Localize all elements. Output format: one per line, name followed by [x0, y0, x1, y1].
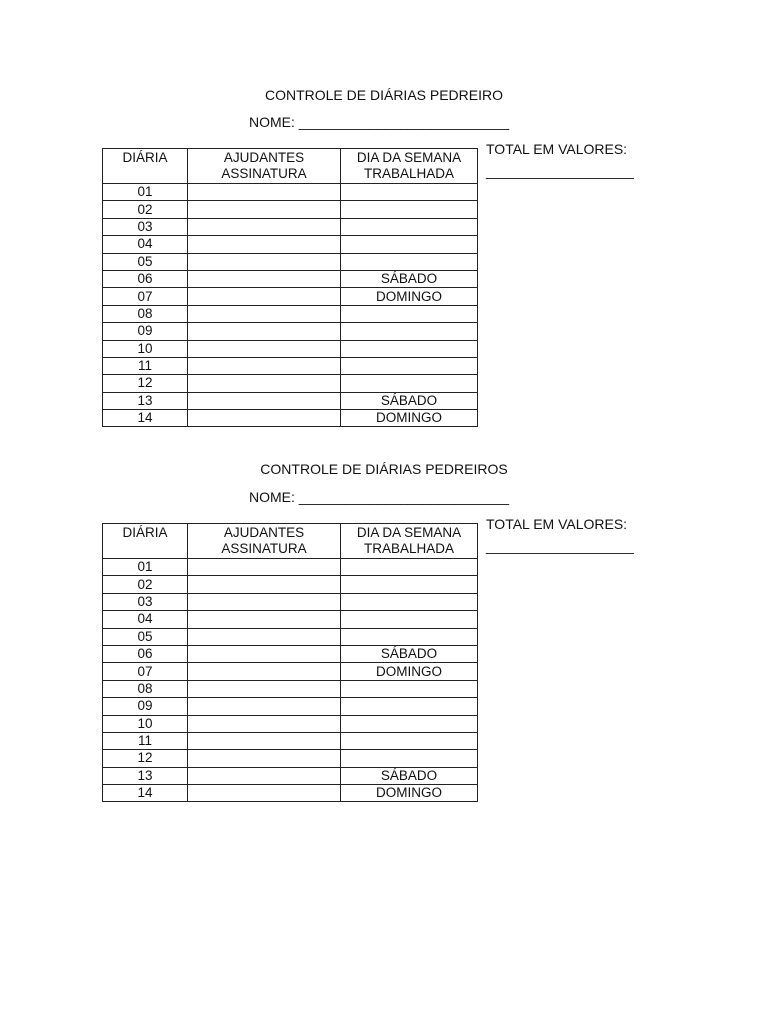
assinatura-cell[interactable] — [188, 698, 341, 715]
header-dia-line1: DIA DA SEMANA — [356, 525, 462, 540]
diaria-cell: 01 — [103, 184, 188, 201]
total-line: ___________________ — [486, 163, 634, 179]
assinatura-cell[interactable] — [188, 288, 341, 305]
header-ajudantes — [188, 524, 341, 559]
table-row — [103, 645, 478, 662]
table-row — [103, 767, 478, 784]
header-dia-line1: DIA DA SEMANA — [356, 150, 462, 165]
diaria-cell: 11 — [103, 732, 188, 749]
diarias-table — [102, 148, 478, 427]
header-diaria: DIÁRIA — [103, 524, 188, 559]
diaria-cell: 04 — [103, 611, 188, 628]
assinatura-cell[interactable] — [188, 611, 341, 628]
table-row — [103, 410, 478, 427]
table-row — [103, 305, 478, 322]
table-row — [103, 357, 478, 374]
table-row — [103, 576, 478, 593]
assinatura-cell[interactable] — [188, 323, 341, 340]
dia-semana-cell — [341, 750, 478, 767]
assinatura-cell[interactable] — [188, 184, 341, 201]
table-row — [103, 375, 478, 392]
diaria-cell: 13 — [103, 392, 188, 409]
assinatura-cell[interactable] — [188, 410, 341, 427]
dia-semana-cell — [341, 680, 478, 697]
diaria-cell: 08 — [103, 305, 188, 322]
dia-semana-cell: DOMINGO — [341, 410, 478, 427]
total-line: ___________________ — [486, 538, 634, 554]
dia-semana-cell — [341, 576, 478, 593]
diaria-cell: 02 — [103, 201, 188, 218]
dia-semana-cell: SÁBADO — [341, 645, 478, 662]
assinatura-cell[interactable] — [188, 732, 341, 749]
table-header-row — [103, 524, 478, 559]
diaria-cell: 13 — [103, 767, 188, 784]
dia-semana-cell: DOMINGO — [341, 785, 478, 802]
assinatura-cell[interactable] — [188, 715, 341, 732]
table-row — [103, 340, 478, 357]
assinatura-cell[interactable] — [188, 375, 341, 392]
diaria-cell: 06 — [103, 270, 188, 287]
table-header-row — [103, 149, 478, 184]
table-row — [103, 698, 478, 715]
header-diaria: DIÁRIA — [103, 149, 188, 184]
dia-semana-cell — [341, 184, 478, 201]
table-row — [103, 628, 478, 645]
dia-semana-cell — [341, 715, 478, 732]
diaria-cell: 02 — [103, 576, 188, 593]
diaria-cell: 03 — [103, 593, 188, 610]
header-ajudantes-line2: ASSINATURA — [221, 541, 307, 556]
diaria-cell: 09 — [103, 323, 188, 340]
dia-semana-cell — [341, 593, 478, 610]
header-ajudantes-line1: AJUDANTES — [223, 150, 305, 165]
table-row — [103, 715, 478, 732]
table-row — [103, 663, 478, 680]
diaria-cell: 09 — [103, 698, 188, 715]
table-row — [103, 201, 478, 218]
diaria-cell: 14 — [103, 785, 188, 802]
header-dia-line2: TRABALHADA — [363, 166, 455, 181]
assinatura-cell[interactable] — [188, 663, 341, 680]
dia-semana-cell: DOMINGO — [341, 663, 478, 680]
dia-semana-cell — [341, 236, 478, 253]
dia-semana-cell — [341, 628, 478, 645]
header-dia-semana — [341, 149, 478, 184]
assinatura-cell[interactable] — [188, 593, 341, 610]
dia-semana-cell: DOMINGO — [341, 288, 478, 305]
dia-semana-cell — [341, 305, 478, 322]
table-row — [103, 593, 478, 610]
dia-semana-cell — [341, 611, 478, 628]
diaria-cell: 05 — [103, 628, 188, 645]
diaria-cell: 10 — [103, 715, 188, 732]
name-field: NOME: ___________________________ — [249, 489, 510, 505]
dia-semana-cell — [341, 375, 478, 392]
form-title: CONTROLE DE DIÁRIAS PEDREIRO — [264, 87, 504, 103]
dia-semana-cell: SÁBADO — [341, 392, 478, 409]
diaria-cell: 05 — [103, 253, 188, 270]
total-label: TOTAL EM VALORES: — [486, 141, 628, 157]
dia-semana-cell — [341, 340, 478, 357]
diaria-cell: 12 — [103, 750, 188, 767]
diaria-cell: 01 — [103, 559, 188, 576]
table-row — [103, 392, 478, 409]
diaria-cell: 14 — [103, 410, 188, 427]
table-row — [103, 270, 478, 287]
table-row — [103, 785, 478, 802]
assinatura-cell[interactable] — [188, 559, 341, 576]
diaria-cell: 04 — [103, 236, 188, 253]
header-dia-line2: TRABALHADA — [363, 541, 455, 556]
dia-semana-cell — [341, 323, 478, 340]
table-row — [103, 253, 478, 270]
total-block — [486, 513, 634, 557]
dia-semana-cell — [341, 357, 478, 374]
diaria-cell: 10 — [103, 340, 188, 357]
table-row — [103, 611, 478, 628]
table-row — [103, 288, 478, 305]
header-ajudantes — [188, 149, 341, 184]
assinatura-cell[interactable] — [188, 305, 341, 322]
table-row — [103, 680, 478, 697]
assinatura-cell[interactable] — [188, 750, 341, 767]
diaria-cell: 12 — [103, 375, 188, 392]
assinatura-cell[interactable] — [188, 236, 341, 253]
diaria-cell: 03 — [103, 218, 188, 235]
assinatura-cell[interactable] — [188, 357, 341, 374]
form-title: CONTROLE DE DIÁRIAS PEDREIROS — [260, 461, 508, 477]
table-row — [103, 323, 478, 340]
assinatura-cell[interactable] — [188, 218, 341, 235]
assinatura-cell[interactable] — [188, 340, 341, 357]
diaria-cell: 06 — [103, 645, 188, 662]
table-row — [103, 750, 478, 767]
dia-semana-cell — [341, 253, 478, 270]
diaria-cell: 07 — [103, 663, 188, 680]
assinatura-cell[interactable] — [188, 576, 341, 593]
table-row — [103, 236, 478, 253]
table-row — [103, 559, 478, 576]
table-row — [103, 184, 478, 201]
table-row — [103, 732, 478, 749]
diaria-cell: 08 — [103, 680, 188, 697]
assinatura-cell[interactable] — [188, 645, 341, 662]
assinatura-cell[interactable] — [188, 201, 341, 218]
table-row — [103, 218, 478, 235]
assinatura-cell[interactable] — [188, 392, 341, 409]
assinatura-cell[interactable] — [188, 628, 341, 645]
dia-semana-cell — [341, 218, 478, 235]
dia-semana-cell: SÁBADO — [341, 767, 478, 784]
header-ajudantes-line1: AJUDANTES — [223, 525, 305, 540]
header-ajudantes-line2: ASSINATURA — [221, 166, 307, 181]
header-dia-semana — [341, 524, 478, 559]
dia-semana-cell — [341, 201, 478, 218]
name-field: NOME: ___________________________ — [249, 114, 510, 130]
diarias-table — [102, 523, 478, 802]
dia-semana-cell — [341, 732, 478, 749]
total-label: TOTAL EM VALORES: — [486, 516, 628, 532]
assinatura-cell[interactable] — [188, 270, 341, 287]
assinatura-cell[interactable] — [188, 767, 341, 784]
dia-semana-cell — [341, 698, 478, 715]
dia-semana-cell — [341, 559, 478, 576]
total-block — [486, 138, 634, 182]
assinatura-cell[interactable] — [188, 680, 341, 697]
diaria-cell: 07 — [103, 288, 188, 305]
assinatura-cell[interactable] — [188, 785, 341, 802]
dia-semana-cell: SÁBADO — [341, 270, 478, 287]
assinatura-cell[interactable] — [188, 253, 341, 270]
diaria-cell: 11 — [103, 357, 188, 374]
